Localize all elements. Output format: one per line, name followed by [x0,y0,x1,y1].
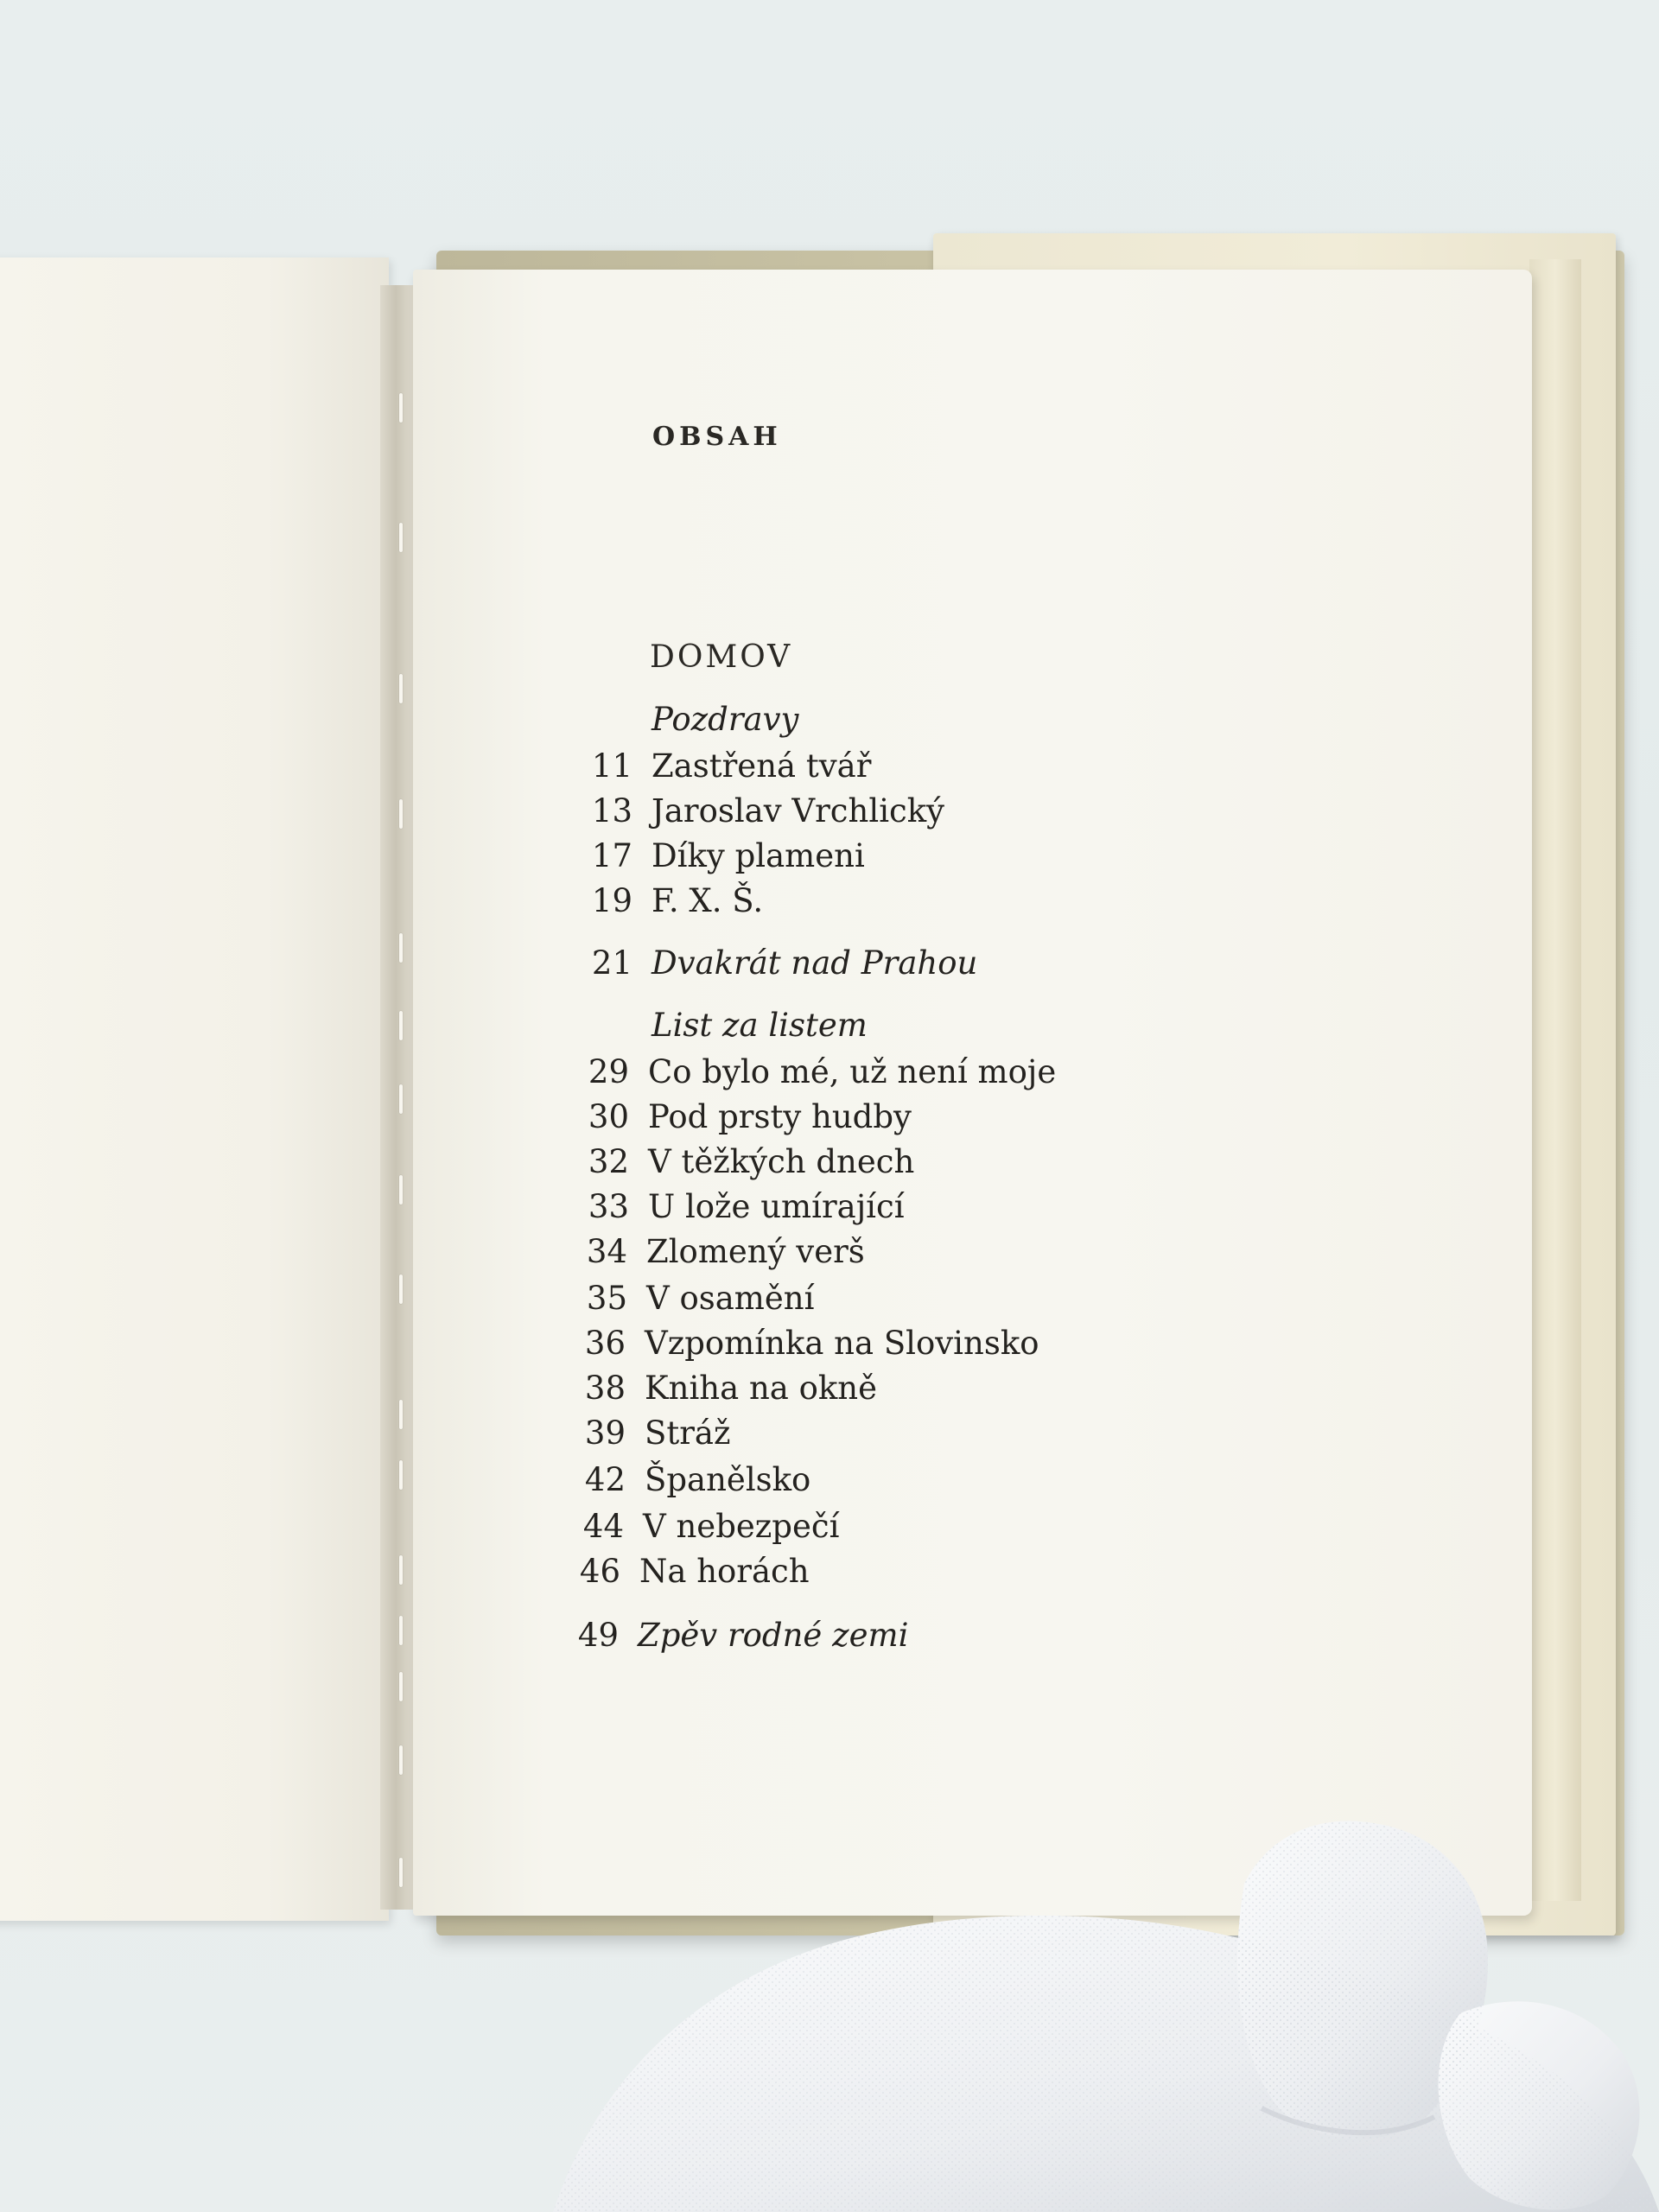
toc-entry-title: Pozdravy [652,701,799,738]
binding-stitch [399,1858,403,1887]
toc-entry-title: V osamění [646,1280,815,1317]
binding-stitch [399,393,403,423]
toc-page-number: 33 [588,1188,629,1225]
toc-entry-title: V nebezpečí [643,1508,840,1545]
toc-page-number: 35 [586,1280,627,1317]
section-title: DOMOV [650,639,793,675]
binding-stitch [399,1555,403,1585]
toc-entry-title: Dvakrát nad Prahou [652,944,978,982]
toc-entry-title: Pod prsty hudby [648,1098,912,1135]
left-page [0,257,389,1921]
toc-page-number: 42 [584,1461,626,1498]
toc-page-number: 21 [591,944,632,982]
toc-entry-title: List za listem [652,1007,868,1044]
toc-page-number: 36 [584,1325,626,1362]
toc-page-number: 46 [579,1553,620,1590]
binding-stitch [399,523,403,552]
toc-page-number: 34 [586,1233,627,1270]
toc-page-number: 49 [577,1617,619,1654]
toc-entry-title: Španělsko [645,1461,811,1498]
binding-stitch [399,1274,403,1304]
toc-entry-title: Díky plameni [652,837,865,874]
toc-page-number: 32 [588,1143,629,1180]
toc-page-number: 30 [588,1098,629,1135]
toc-title: OBSAH [652,422,782,452]
toc-page-number: 39 [584,1414,626,1452]
toc-entry-title: Jaroslav Vrchlický [652,792,945,830]
toc-entry-title: Stráž [645,1414,731,1452]
toc-entry-title: U lože umírající [648,1188,905,1225]
binding-stitch [399,1084,403,1114]
book-gutter [380,285,415,1910]
toc-entry-title: Zastřená tvář [652,747,872,785]
binding-stitch [399,933,403,963]
toc-page-number: 44 [582,1508,624,1545]
binding-stitch [399,1672,403,1701]
binding-stitch [399,674,403,703]
toc-entry-title: Vzpomínka na Slovinsko [645,1325,1039,1362]
toc-page-number: 11 [591,747,632,785]
binding-stitch [399,1460,403,1490]
toc-entry-title: Co bylo mé, už není moje [648,1053,1057,1090]
toc-page-number: 29 [588,1053,629,1090]
binding-stitch [399,799,403,829]
toc-entry-title: F. X. Š. [652,882,764,919]
dust-jacket-edge [1529,259,1581,1901]
binding-stitch [399,1745,403,1775]
binding-stitch [399,1616,403,1645]
toc-entry-title: Zlomený verš [646,1233,865,1270]
toc-page-number: 38 [584,1370,626,1407]
toc-page-number: 19 [591,882,632,919]
toc-entry-title: Zpěv rodné zemi [638,1617,909,1654]
binding-stitch [399,1011,403,1040]
binding-stitch [399,1400,403,1429]
toc-entry-title: Kniha na okně [645,1370,878,1407]
binding-stitch [399,1175,403,1205]
toc-entry-title: V těžkých dnech [648,1143,915,1180]
toc-entry-title: Na horách [639,1553,810,1590]
toc-page-number: 13 [591,792,632,830]
toc-page-number: 17 [591,837,632,874]
